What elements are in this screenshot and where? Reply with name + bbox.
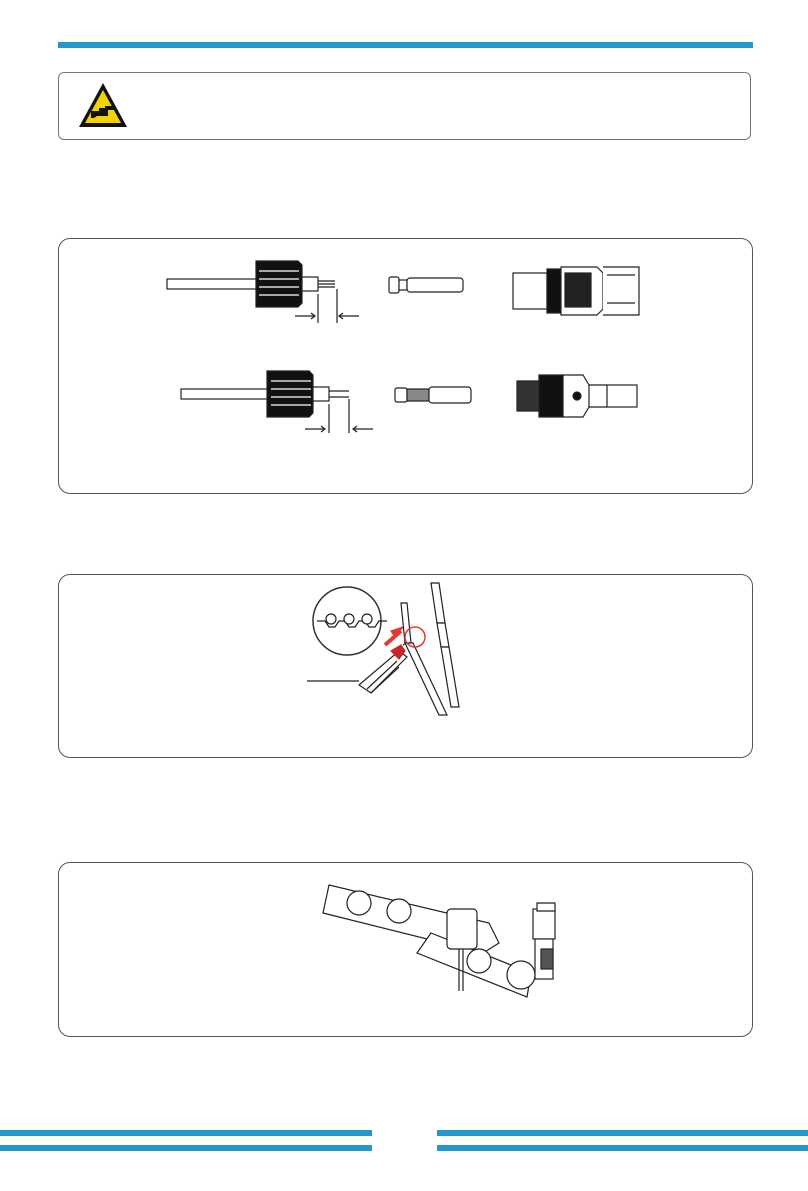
crimp-contact-icon <box>395 387 471 403</box>
pointing-hand-warning-icon <box>77 81 129 129</box>
footer-bar-right-1 <box>437 1130 808 1136</box>
connector-stripping-figure <box>58 238 753 494</box>
footer-bar-left-2 <box>0 1145 372 1151</box>
header-rule <box>58 42 753 48</box>
wrench-tightening-figure <box>58 862 753 1037</box>
connector-housing-icon <box>517 375 637 417</box>
connector-assembly-icon <box>533 903 555 979</box>
connector-housing-icon <box>513 267 639 315</box>
cable-with-nut-icon <box>181 371 373 433</box>
crimp-die-magnifier-icon <box>313 587 387 655</box>
warning-box <box>58 72 751 140</box>
spanner-tool-icon <box>323 885 535 997</box>
cable-contact-icon <box>401 583 459 715</box>
cable-with-nut-icon <box>167 261 359 323</box>
crimping-figure <box>58 574 753 758</box>
footer-bar-left-1 <box>0 1130 372 1136</box>
crimp-contact-icon <box>389 277 463 293</box>
footer-bar-right-2 <box>437 1145 808 1151</box>
